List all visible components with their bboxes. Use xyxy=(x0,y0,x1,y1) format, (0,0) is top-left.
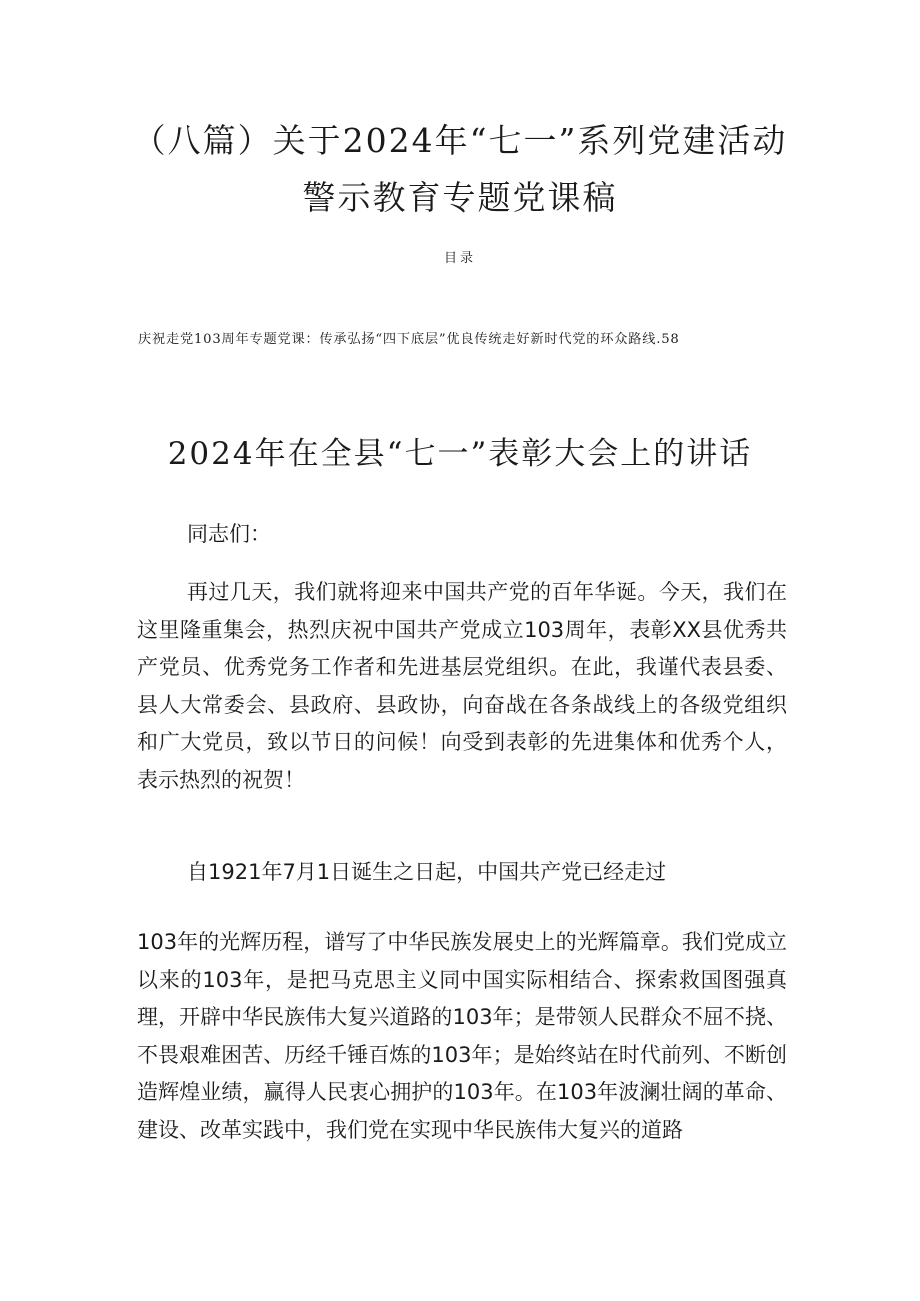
document-title: （八篇）关于2024年“七一”系列党建活动警示教育专题党课稿 xyxy=(132,121,788,217)
toc-entry[interactable]: 庆祝走党103周年专题党课：传承弘扬“四下底层”优良传统走好新时代党的环众路线.58 xyxy=(138,332,680,347)
paragraph: 再过几天，我们就将迎来中国共产党的百年华诞。今天，我们在这里隆重集会，热烈庆祝中国共产党成立103周年，表彰XX县优秀共产党员、优秀党务工作者和先进基层党组织。在此，我谨代表县委、县人大常委会、县政府、县政协，向奋战在各条战线上的各级党组织和广大党员，致以节日的问候！向受到表彰的先进集体和优秀个人，表示热烈的祝贺！ xyxy=(137,580,787,792)
paragraph: 自1921年7月1日诞生之日起，中国共产党已经走过 xyxy=(187,860,667,884)
section-title: 2024年在全县“七一”表彰大会上的讲话 xyxy=(167,436,753,472)
toc-heading: 目录 xyxy=(443,251,476,266)
greeting: 同志们： xyxy=(187,522,271,546)
paragraph: 103年的光辉历程，谱写了中华民族发展史上的光辉篇章。我们党成立以来的103年，是把马克思主义同中国实际相结合、探索救国图强真理，开辟中华民族伟大复兴道路的103年；是带领人民群众不屈不挠、不畏艰难困苦、历经千锤百炼的103年；是始终站在时代前列、不断创造辉煌业绩，赢得人民衷心拥护的103年。在103年波澜壮阔的革命、建设、改革实践中，我们党在实现中华民族伟大复兴的道路 xyxy=(137,930,787,1142)
